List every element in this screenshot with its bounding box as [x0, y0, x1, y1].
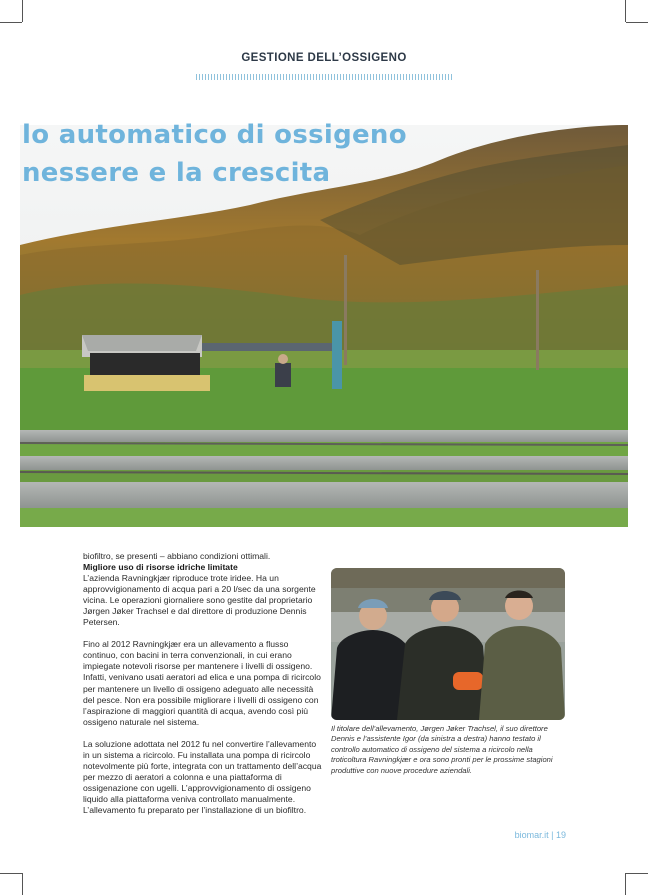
crop-mark: [626, 22, 648, 23]
portrait-photo: [331, 568, 565, 720]
crop-mark: [0, 873, 22, 874]
crop-mark: [625, 873, 626, 895]
crop-mark: [625, 0, 626, 22]
article-body: [83, 551, 323, 827]
paragraph: Fino al 2012 Ravningkjær era un allevamento a flusso continuo, con bacini in terra convenzionali, in cui erano impiegate notevoli risorse per mantenere i livelli di ossigeno. Infatti, venivano usati aeratori ad elica e una pompa di ricircolo per mantenere un livello di ossigeno adeguato alle necessità del pesce. Non era possibile migliorare i livelli di ossigeno con l’aspirazione di maggiori quantità di acqua, avendo così più ossigeno naturale nel sistema.: [83, 639, 321, 727]
section-title: GESTIONE DELL’OSSIGENO: [241, 52, 407, 64]
subheading: Migliore uso di risorse idriche limitate: [83, 562, 238, 573]
paragraph: La soluzione adottata nel 2012 fu nel convertire l’allevamento in un sistema a ricircolo. Fu installata una pompa di ricircolo notevolmente più forte, integrata con un trattamento dell’acqua per mezzo di aeratori a colonna e una piattaforma di ossigenazione con ugelli. L’approvvigionamento di ossigeno liquido alla piattaforma veniva controllato manualmente. L’allevamento fu preparato per l’installazione di un biofiltro.: [83, 738, 322, 815]
headline-line-2: nessere e la crescita: [22, 158, 331, 188]
crop-mark: [0, 22, 22, 23]
paragraph-continuation: biofiltro, se presenti – abbiano condizioni ottimali.: [83, 551, 271, 561]
crop-mark: [22, 0, 23, 22]
page-number: 19: [555, 830, 566, 840]
headline-line-1: lo automatico di ossigeno: [22, 120, 407, 150]
magazine-name: biomar.it: [514, 830, 549, 840]
page-footer: [0, 830, 566, 840]
dotted-rule: [196, 74, 454, 80]
paragraph: L’azienda Ravningkjær riproduce trote iridee. Ha un approvvigionamento di acqua pari a 20 l/sec da una sorgente vicina. Le operazioni giornaliere sono gestite dal proprietario Jørgen Jøker Trachsel e dal direttore di produzione Dennis Petersen.: [83, 573, 316, 628]
footer-separator: |: [551, 830, 554, 840]
crop-mark: [626, 873, 648, 874]
photo-caption: Il titolare dell’allevamento, Jørgen Jøker Trachsel, il suo direttore Dennis e l’assistente Igor (da sinistra a destra) hanno testato il controllo automatico di ossigeno del sistema a ricircolo nella troticoltura Ravningkjær e ora sono pronti per le prossime stagioni produttive con nuove procedure aziendali.: [331, 724, 553, 775]
crop-mark: [22, 873, 23, 895]
